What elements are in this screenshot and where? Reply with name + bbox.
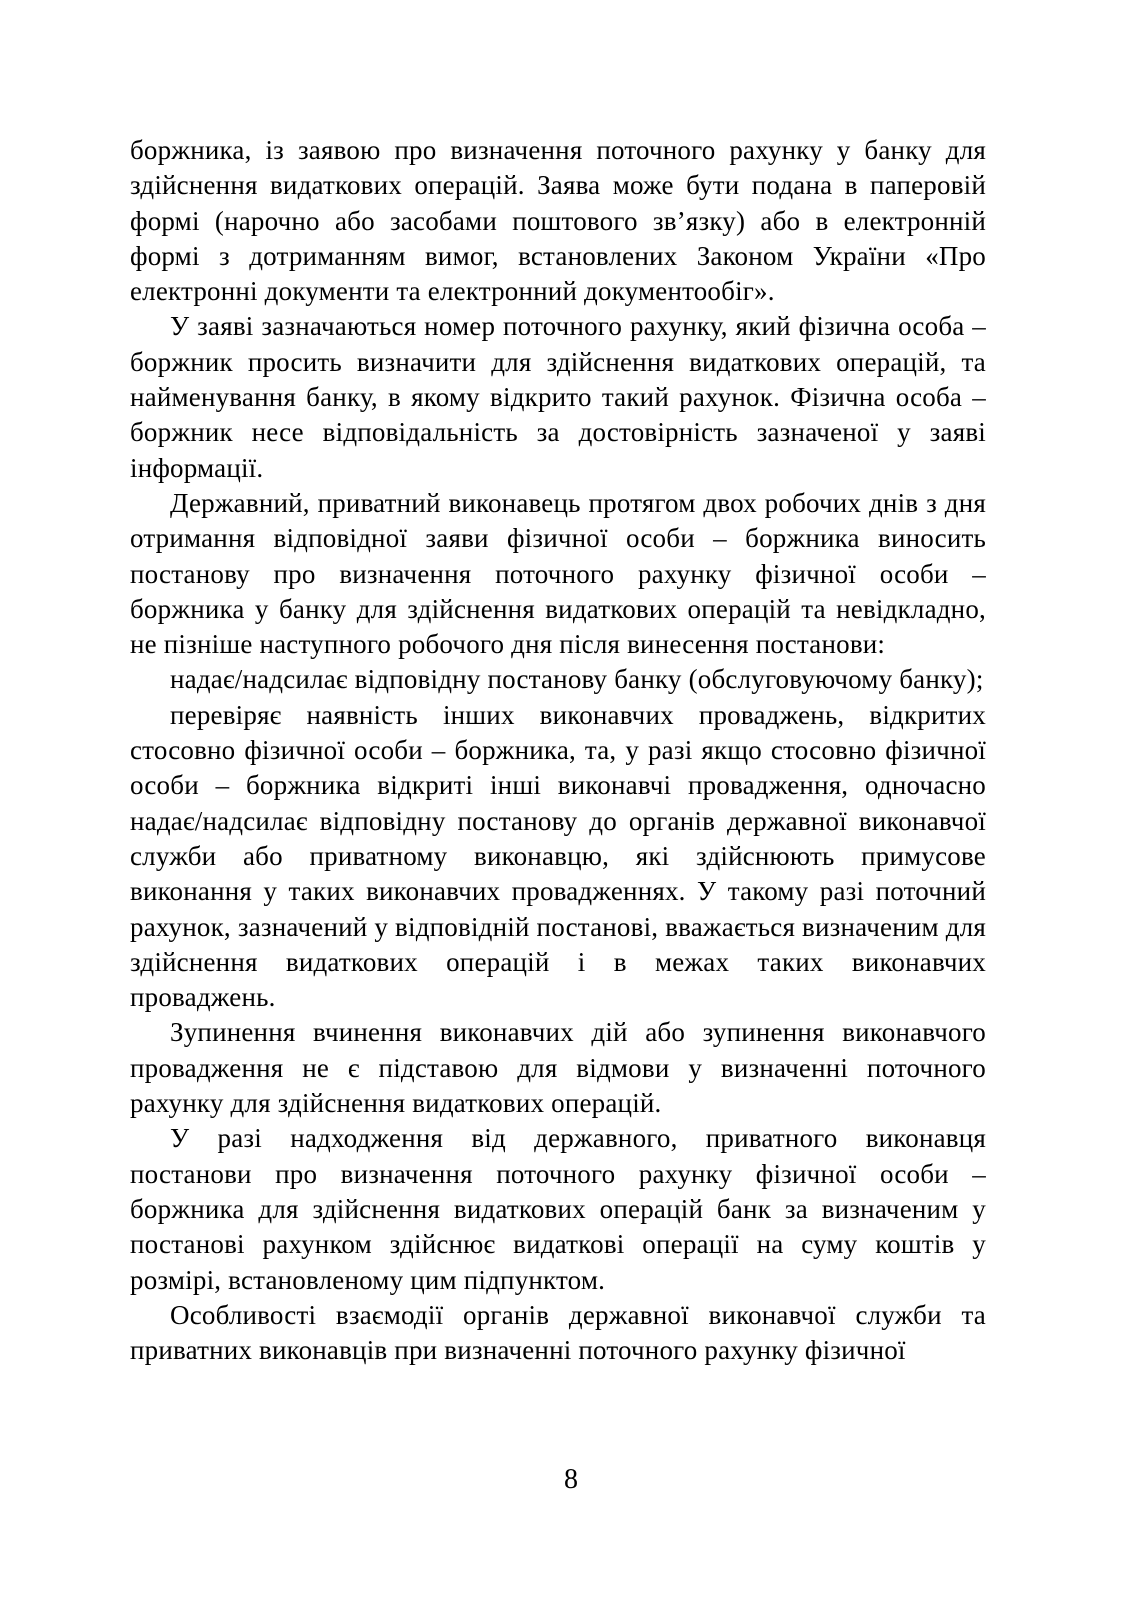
paragraph-5: перевіряє наявність інших виконавчих проваджень, відкритих стосовно фізичної особи – боржника, та, у разі якщо стосовно фізичної особи – боржника відкриті інші виконавчі провадження, одночасно надає/надсилає відповідну постанову до органів державної виконавчої служби або приватному виконавцю, які здійснюють примусове виконання у таких виконавчих провадженнях. У такому разі поточний рахунок, зазначений у відповідній постанові, вважається визначеним для здійснення видаткових операцій і в межах таких виконавчих проваджень. [130, 699, 986, 1013]
paragraph-7: У разі надходження від державного, приватного виконавця постанови про визначення поточного рахунку фізичної особи – боржника для здійснення видаткових операцій банк за визначеним у постанові рахунком здійснює видаткові операції на суму коштів у розмірі, встановленому цим підпунктом. [130, 1123, 986, 1295]
paragraph-2: У заяві зазначаються номер поточного рахунку, який фізична особа – боржник просить визначити для здійснення видаткових операцій, та найменування банку, в якому відкрито такий рахунок. Фізична особа – боржник несе відповідальність за достовірність зазначеної у заяві інформації. [130, 311, 986, 483]
page-number: 8 [564, 1464, 578, 1495]
paragraph-8: Особливості взаємодії органів державної виконавчої служби та приватних виконавців при визначенні поточного рахунку фізичної [130, 1299, 986, 1366]
page-content [130, 133, 986, 1368]
paragraph-3: Державний, приватний виконавець протягом двох робочих днів з дня отримання відповідної заяви фізичної особи – боржника виносить постанову про визначення поточного рахунку фізичної особи – боржника у банку для здійснення видаткових операцій та невідкладно, не пізніше наступного робочого дня після винесення постанови: [130, 487, 986, 660]
paragraph-1: боржника, із заявою про визначення поточного рахунку у банку для здійснення видаткових операцій. Заява може бути подана в паперовій формі (нарочно або засобами поштового зв’язку) або в електронній формі з дотриманням вимог, встановлених Законом України «Про електронні документи та електронний документообіг». [130, 135, 986, 307]
paragraph-4: надає/надсилає відповідну постанову банку (обслуговуючому банку); [170, 664, 984, 695]
paragraph-6: Зупинення вчинення виконавчих дій або зупинення виконавчого провадження не є підставою для відмови у визначенні поточного рахунку для здійснення видаткових операцій. [130, 1017, 986, 1119]
